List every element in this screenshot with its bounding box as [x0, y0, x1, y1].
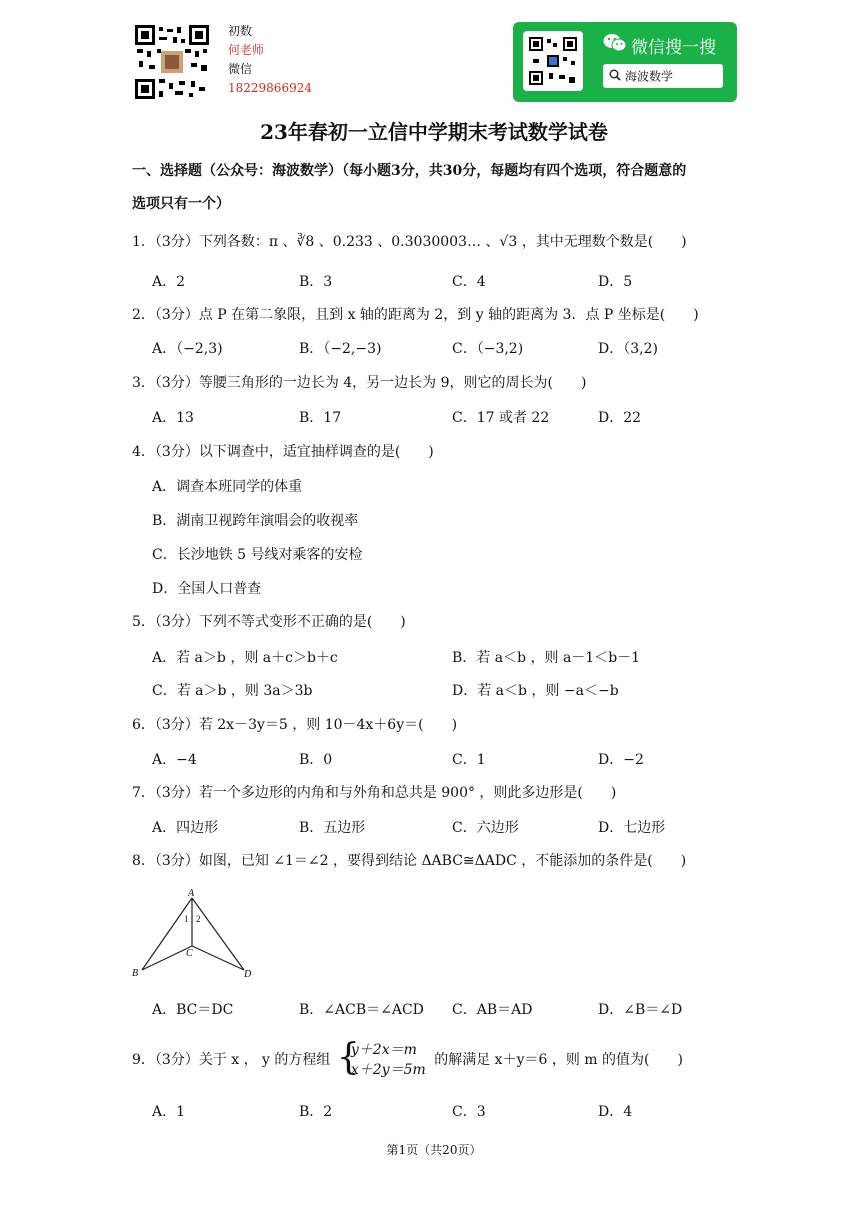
q2-option-c: C．（−3,2) [452, 341, 524, 357]
q8-option-b: B．∠ACB＝∠ACD [299, 1002, 424, 1018]
q8-option-a: A．BC＝DC [152, 1002, 234, 1018]
q1-option-c: C．4 [452, 274, 486, 290]
q6-option-a: A．−4 [152, 752, 197, 768]
q8-figure [128, 888, 260, 980]
q9-option-a: A．1 [152, 1104, 186, 1120]
question-2: 2．（3分）点 P 在第二象限，且到 x 轴的距离为 2，到 y 轴的距离为 3．点 P 坐标是( ) [132, 307, 699, 323]
q9-stem-pre: 9．（3分）关于 x ， y 的方程组 [132, 1052, 331, 1068]
section-header-line2: 选项只有一个） [132, 196, 230, 212]
contact-line: 初数 [228, 24, 253, 38]
q1-option-b: B．3 [299, 274, 333, 290]
wechat-icon [603, 33, 627, 58]
q3-option-c: C．17 或者 22 [452, 410, 550, 426]
contact-info [228, 22, 312, 98]
q4-option-d: D．全国人口普查 [152, 581, 262, 597]
q7-option-c: C．六边形 [452, 820, 519, 836]
question-8: 8．（3分）如图，已知 ∠1＝∠2 ，要得到结论 ΔABC≅ΔADC ，不能添加的条件是( ) [132, 853, 687, 869]
question-3: 3．（3分）等腰三角形的一边长为 4，另一边长为 9，则它的周长为( ) [132, 375, 587, 391]
q1-option-a: A．2 [152, 274, 186, 290]
q9-equation-2: x＋2y＝5m [350, 1062, 426, 1078]
search-query: 海波数学 [625, 69, 674, 84]
q2-option-a: A．（−2,3) [152, 341, 223, 357]
q4-option-c: C．长沙地铁 5 号线对乘客的安检 [152, 547, 363, 563]
q7-option-a: A．四边形 [152, 820, 219, 836]
q9-equation-system [336, 1037, 426, 1080]
q5-option-d: D．若 a＜b ，则 −a＜−b [452, 683, 619, 699]
q5-option-b: B．若 a＜b ，则 a－1＜b－1 [452, 650, 641, 666]
wechat-search-banner [513, 22, 737, 102]
question-7: 7．（3分）若一个多边形的内角和与外角和总共是 900° ，则此多边形是( ) [132, 785, 617, 801]
q1-option-d: D．5 [598, 274, 633, 290]
section-header-line1: 一、选择题（公众号：海波数学）（每小题3分，共30分，每题均有四个选项，符合题意的 [132, 163, 687, 179]
label-a: A [188, 888, 195, 899]
q3-option-d: D．22 [598, 410, 642, 426]
page-footer: 第1页（共20页） [386, 1143, 482, 1157]
search-icon [609, 65, 621, 89]
q4-option-a: A．调查本班同学的体重 [152, 479, 303, 495]
q4-option-b: B．湖南卫视跨年演唱会的收视率 [152, 513, 359, 529]
contact-line: 微信 [228, 62, 253, 76]
q2-option-d: D．（3,2) [598, 341, 658, 357]
wechat-brand [603, 33, 716, 58]
triangle-diagram [128, 888, 260, 980]
label-c: C [186, 948, 193, 959]
q2-option-b: B．（−2,−3) [299, 341, 382, 357]
wechat-brand-label: 微信搜一搜 [631, 38, 716, 58]
qr-code-left [135, 25, 209, 99]
qr-code-right [523, 31, 583, 91]
q9-stem-post: 的解满足 x＋y＝6 ，则 m 的值为( ) [434, 1052, 683, 1068]
contact-teacher: 何老师 [228, 43, 265, 57]
q8-option-c: C．AB＝AD [452, 1002, 533, 1018]
q3-option-b: B．17 [299, 410, 342, 426]
question-4: 4．（3分）以下调查中，适宜抽样调查的是( ) [132, 444, 434, 460]
q5-option-a: A．若 a＞b ，则 a＋c＞b＋c [152, 650, 338, 666]
q6-option-d: D．−2 [598, 752, 644, 768]
question-5: 5．（3分）下列不等式变形不正确的是( ) [132, 614, 406, 630]
brace-icon: { [336, 1037, 360, 1078]
q9-equation-1: y＋2x＝m [350, 1042, 417, 1058]
q9-option-c: C．3 [452, 1104, 486, 1120]
q7-option-b: B．五边形 [299, 820, 366, 836]
label-angle-1: 1 [184, 914, 189, 924]
label-d: D [244, 969, 252, 980]
label-b: B [132, 968, 139, 979]
q6-option-c: C．1 [452, 752, 486, 768]
question-9 [132, 1037, 683, 1084]
q5-option-c: C．若 a＞b ，则 3a＞3b [152, 683, 313, 699]
q7-option-d: D．七边形 [598, 820, 666, 836]
contact-phone: 18229866924 [228, 81, 312, 95]
q6-option-b: B．0 [299, 752, 333, 768]
label-angle-2: 2 [196, 914, 201, 924]
q8-option-d: D．∠B＝∠D [598, 1002, 683, 1018]
q3-option-a: A．13 [152, 410, 194, 426]
wechat-search-box[interactable] [603, 64, 723, 88]
question-1: 1．（3分）下列各数：π 、∛8 、0.233̇ 、0.3030003… 、√3 ，其中无理数个数是( ) [132, 234, 687, 250]
question-6: 6．（3分）若 2x－3y＝5 ，则 10－4x＋6y＝( ) [132, 717, 458, 733]
q9-option-b: B．2 [299, 1104, 333, 1120]
q9-option-d: D．4 [598, 1104, 633, 1120]
page-title: 23年春初一立信中学期末考试数学试卷 [260, 120, 608, 144]
